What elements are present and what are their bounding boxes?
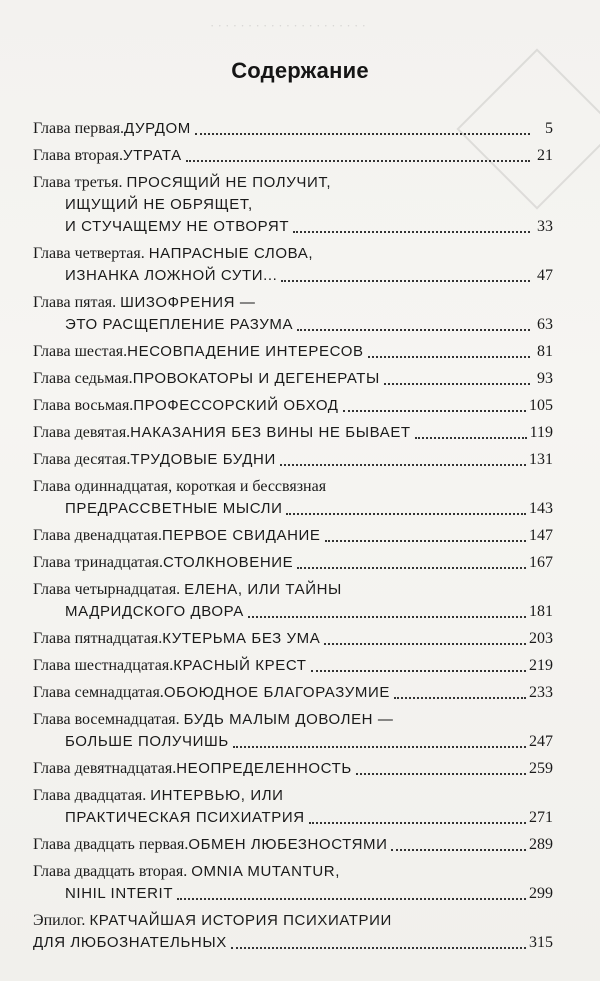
chapter-title: ИНТЕРВЬЮ, ИЛИ <box>150 787 284 804</box>
table-of-contents <box>33 118 553 959</box>
dot-leader <box>281 280 530 282</box>
dot-leader <box>415 437 527 439</box>
chapter-title: ДЛЯ ЛЮБОЗНАТЕЛЬНЫХ <box>33 934 227 951</box>
page-number: 219 <box>529 657 553 674</box>
toc-entry <box>33 655 553 677</box>
chapter-title: ПРОФЕССОРСКИЙ ОБХОД <box>133 397 339 414</box>
page-number: 81 <box>537 343 553 360</box>
toc-entry <box>33 476 553 520</box>
chapter-title: ТРУДОВЫЕ БУДНИ <box>130 451 276 468</box>
dot-leader <box>368 356 530 358</box>
chapter-prefix: Глава девятая. <box>33 424 131 441</box>
dot-leader <box>297 567 526 569</box>
dot-leader <box>186 160 530 162</box>
chapter-prefix: Глава вторая. <box>33 147 123 164</box>
bleed-through-text: · · · · · · · · · · · · · · · · · · · · · <box>210 18 366 33</box>
toc-entry <box>33 243 553 287</box>
toc-entry <box>33 785 553 829</box>
dot-leader <box>309 822 526 824</box>
toc-entry <box>33 449 553 471</box>
chapter-title: СТОЛКНОВЕНИЕ <box>163 554 294 571</box>
page-number: 33 <box>537 218 553 235</box>
page-number: 5 <box>545 120 553 137</box>
chapter-title: КРАСНЫЙ КРЕСТ <box>173 657 307 674</box>
dot-leader <box>233 746 526 748</box>
chapter-prefix: Глава восьмая. <box>33 397 134 414</box>
toc-entry <box>33 172 553 238</box>
chapter-title: НЕСОВПАДЕНИЕ ИНТЕРЕСОВ <box>127 343 364 360</box>
chapter-prefix: Глава девятнадцатая. <box>33 760 177 777</box>
chapter-title: ШИЗОФРЕНИЯ — <box>120 294 256 311</box>
chapter-prefix: Глава восемнадцатая. <box>33 711 180 728</box>
dot-leader <box>356 773 526 775</box>
chapter-prefix: Глава четырнадцатая. <box>33 581 181 598</box>
chapter-title: ИЗНАНКА ЛОЖНОЙ СУТИ... <box>65 267 278 284</box>
chapter-title: ПЕРВОЕ СВИДАНИЕ <box>161 527 321 544</box>
dot-leader <box>231 947 526 949</box>
toc-entry <box>33 525 553 547</box>
chapter-title: ПРЕДРАССВЕТНЫЕ МЫСЛИ <box>65 500 283 517</box>
dot-leader <box>311 670 526 672</box>
chapter-title: МАДРИДСКОГО ДВОРА <box>65 603 244 620</box>
toc-entry <box>33 579 553 623</box>
chapter-title: ДУРДОМ <box>124 120 191 137</box>
chapter-title: ИЩУЩИЙ НЕ ОБРЯЩЕТ, <box>65 196 253 213</box>
page-number: 105 <box>529 397 553 414</box>
chapter-title: КУТЕРЬМА БЕЗ УМА <box>162 630 321 647</box>
page-number: 47 <box>537 267 553 284</box>
chapter-title: НЕОПРЕДЕЛЕННОСТЬ <box>176 760 352 777</box>
chapter-prefix: Глава двадцатая. <box>33 787 147 804</box>
chapter-prefix: Глава двенадцатая. <box>33 527 162 544</box>
dot-leader <box>391 849 526 851</box>
page-number: 271 <box>529 809 553 826</box>
toc-entry <box>33 834 553 856</box>
page-number: 259 <box>529 760 553 777</box>
chapter-title: БОЛЬШЕ ПОЛУЧИШЬ <box>65 733 229 750</box>
chapter-prefix: Глава пятая. <box>33 294 117 311</box>
chapter-title: БУДЬ МАЛЫМ ДОВОЛЕН — <box>183 711 394 728</box>
chapter-title: КРАТЧАЙШАЯ ИСТОРИЯ ПСИХИАТРИИ <box>89 912 392 929</box>
toc-entry <box>33 118 553 140</box>
toc-entry <box>33 682 553 704</box>
toc-entry <box>33 628 553 650</box>
toc-entry <box>33 292 553 336</box>
toc-entry <box>33 709 553 753</box>
dot-leader <box>384 383 530 385</box>
page-number: 21 <box>537 147 553 164</box>
page-number: 247 <box>529 733 553 750</box>
dot-leader <box>248 616 526 618</box>
chapter-prefix: Глава двадцать вторая. <box>33 863 188 880</box>
page-number: 119 <box>529 424 553 441</box>
dot-leader <box>280 464 526 466</box>
page-number: 315 <box>529 934 553 951</box>
contents-heading: Содержание <box>231 58 369 83</box>
chapter-prefix: Глава пятнадцатая. <box>33 630 163 647</box>
chapter-title: ПРАКТИЧЕСКАЯ ПСИХИАТРИЯ <box>65 809 305 826</box>
page-number: 147 <box>529 527 553 544</box>
chapter-title: NIHIL INTERIT <box>65 885 174 902</box>
page-number: 167 <box>529 554 553 571</box>
chapter-prefix: Глава тринадцатая. <box>33 554 164 571</box>
chapter-prefix: Глава двадцать первая. <box>33 836 189 853</box>
dot-leader <box>286 513 526 515</box>
page-number: 93 <box>537 370 553 387</box>
chapter-title: ОБОЮДНОЕ БЛАГОРАЗУМИЕ <box>163 684 390 701</box>
chapter-prefix: Эпилог. <box>33 912 86 929</box>
chapter-prefix: Глава десятая. <box>33 451 131 468</box>
dot-leader <box>325 540 526 542</box>
page-number: 143 <box>529 500 553 517</box>
toc-entry <box>33 422 553 444</box>
dot-leader <box>297 329 530 331</box>
page-number: 131 <box>529 451 553 468</box>
page-number: 299 <box>529 885 553 902</box>
chapter-prefix: Глава четвертая. <box>33 245 145 262</box>
dot-leader <box>394 697 526 699</box>
page-number: 203 <box>529 630 553 647</box>
page-number: 233 <box>529 684 553 701</box>
chapter-title: НАПРАСНЫЕ СЛОВА, <box>148 245 314 262</box>
toc-entry <box>33 341 553 363</box>
chapter-prefix: Глава седьмая. <box>33 370 133 387</box>
chapter-title: И СТУЧАЩЕМУ НЕ ОТВОРЯТ <box>65 218 290 235</box>
dot-leader <box>195 133 530 135</box>
page-number: 289 <box>529 836 553 853</box>
chapter-title: ЕЛЕНА, ИЛИ ТАЙНЫ <box>184 581 342 598</box>
chapter-title: НАКАЗАНИЯ БЕЗ ВИНЫ НЕ БЫВАЕТ <box>130 424 411 441</box>
toc-entry <box>33 395 553 417</box>
chapter-prefix: Глава первая. <box>33 120 125 137</box>
dot-leader <box>177 898 526 900</box>
chapter-prefix: Глава семнадцатая. <box>33 684 164 701</box>
dot-leader <box>324 643 526 645</box>
page-number: 181 <box>529 603 553 620</box>
chapter-prefix: Глава третья. <box>33 174 123 191</box>
page-number: 63 <box>537 316 553 333</box>
chapter-prefix: Глава шестая. <box>33 343 128 360</box>
chapter-title: ОБМЕН ЛЮБЕЗНОСТЯМИ <box>188 836 388 853</box>
chapter-prefix: Глава одиннадцатая, короткая и бессвязная <box>33 478 327 495</box>
dot-leader <box>293 231 530 233</box>
dot-leader <box>343 410 526 412</box>
chapter-title: ПРОВОКАТОРЫ И ДЕГЕНЕРАТЫ <box>132 370 380 387</box>
chapter-title: ЭТО РАСЩЕПЛЕНИЕ РАЗУМА <box>65 316 294 333</box>
toc-entry <box>33 552 553 574</box>
toc-entry <box>33 145 553 167</box>
toc-entry <box>33 861 553 905</box>
toc-entry <box>33 910 553 954</box>
chapter-prefix: Глава шестнадцатая. <box>33 657 174 674</box>
chapter-title: OMNIA MUTANTUR, <box>191 863 340 880</box>
toc-entry <box>33 758 553 780</box>
toc-entry <box>33 368 553 390</box>
chapter-title: ПРОСЯЩИЙ НЕ ПОЛУЧИТ, <box>126 174 332 191</box>
chapter-title: УТРАТА <box>122 147 182 164</box>
